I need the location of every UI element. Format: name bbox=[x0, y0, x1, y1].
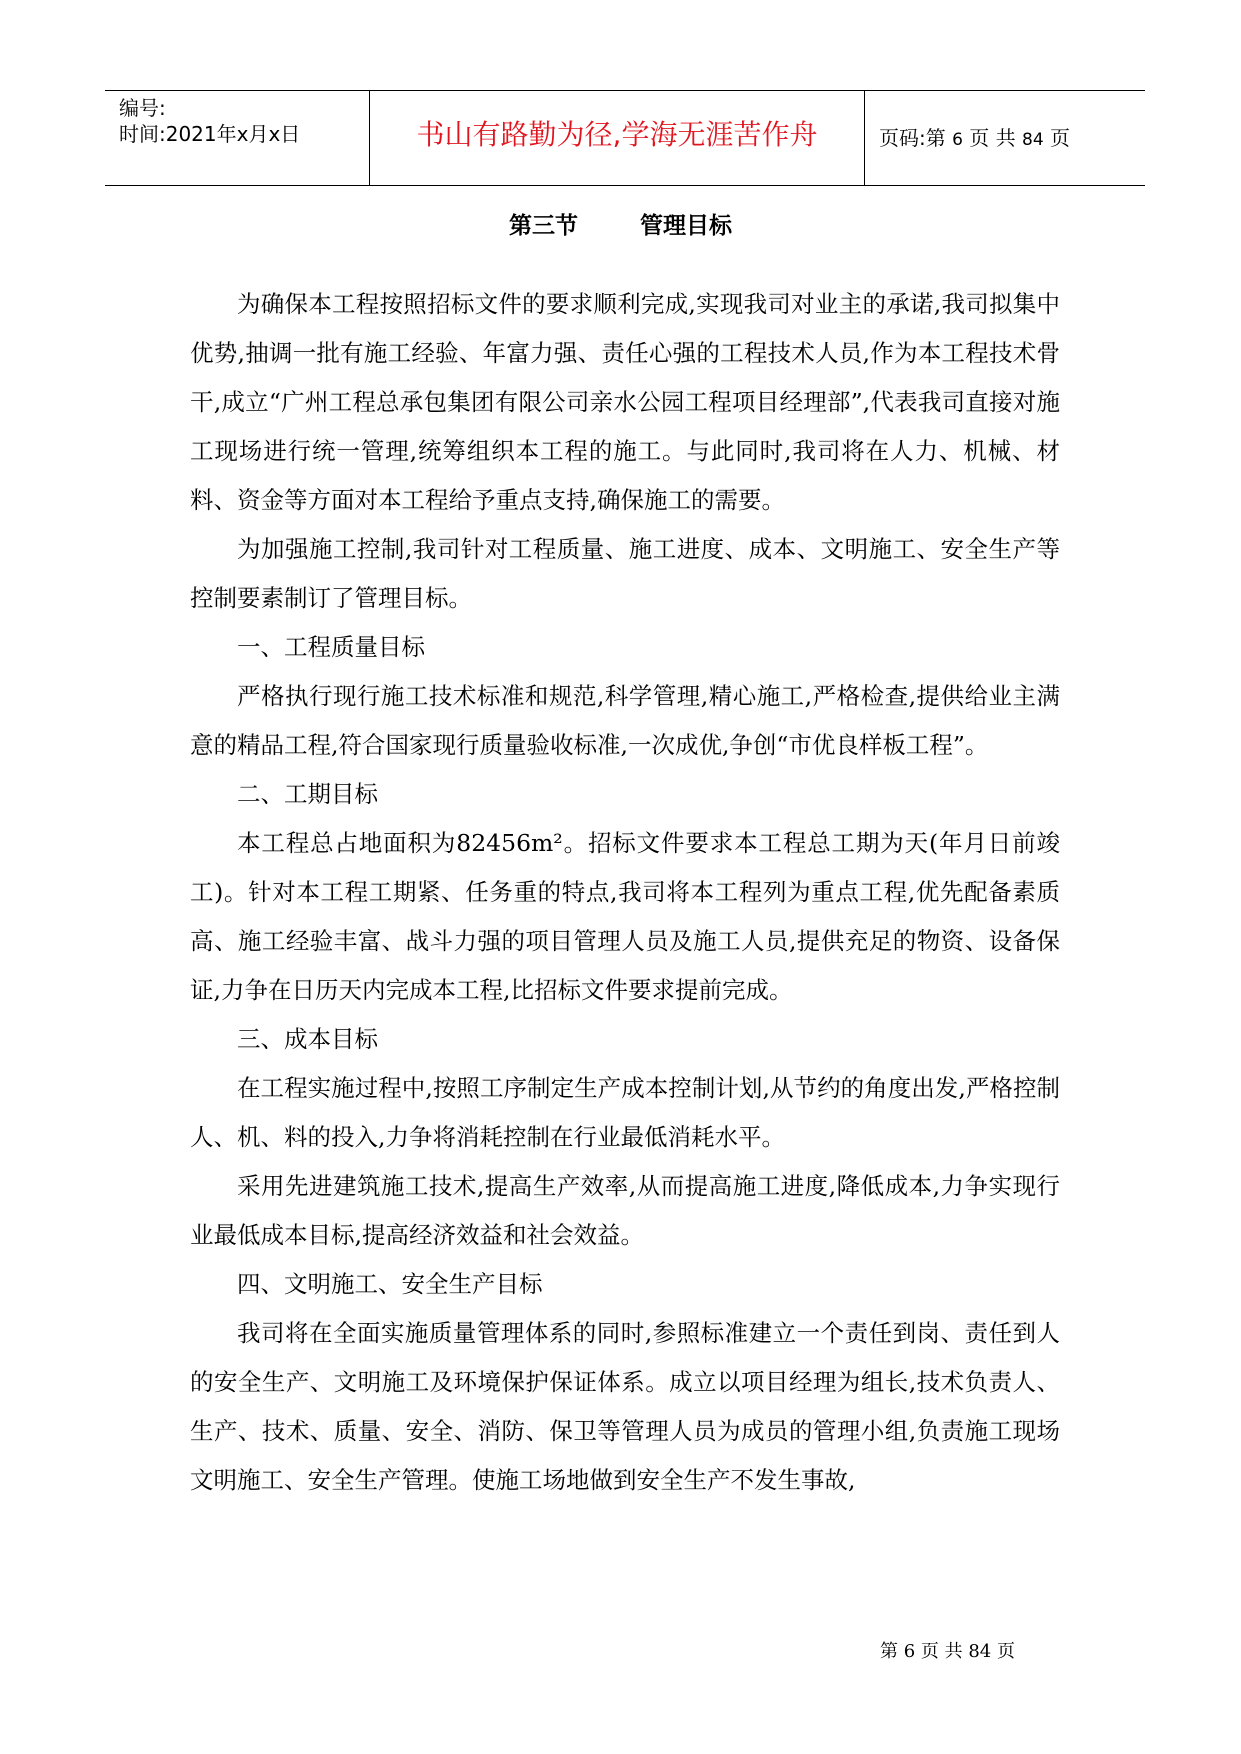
header-page-cell bbox=[865, 91, 1145, 185]
subsection-heading: 二、工期目标 bbox=[237, 780, 378, 808]
header-motto-cell bbox=[370, 91, 865, 185]
page-current: 6 bbox=[952, 130, 963, 150]
document-number-label: 编号: bbox=[119, 96, 166, 120]
header-meta bbox=[105, 91, 370, 185]
page-suffix: 页 bbox=[1050, 126, 1071, 150]
document-body bbox=[190, 280, 1060, 1505]
paragraph: 在工程实施过程中,按照工序制定生产成本控制计划,从节约的角度出发,严格控制人、机、料的投入,力争将消耗控制在行业最低消耗水平。 bbox=[190, 1074, 1060, 1151]
page-total: 84 bbox=[1022, 130, 1044, 150]
paragraph: 为确保本工程按照招标文件的要求顺利完成,实现我司对业主的承诺,我司拟集中优势,抽调一批有施工经验、年富力强、责任心强的工程技术人员,作为本工程技术骨干,成立“广州工程总承包集团有限公司亲水公园工程项目经理部”,代表我司直接对施工现场进行统一管理,统筹组织本工程的施工。与此同时,我司将在人力、机械、材料、资金等方面对本工程给予重点支持,确保施工的需要。 bbox=[190, 290, 1060, 514]
section-name: 管理目标 bbox=[640, 213, 732, 239]
subsection-heading: 一、工程质量目标 bbox=[237, 633, 425, 661]
paragraph: 我司将在全面实施质量管理体系的同时,参照标准建立一个责任到岗、责任到人的安全生产、文明施工及环境保护保证体系。成立以项目经理为组长,技术负责人、生产、技术、质量、安全、消防、保卫等管理人员为成员的管理小组,负责施工现场文明施工、安全生产管理。使施工场地做到安全生产不发生事故, bbox=[190, 1319, 1060, 1494]
header-motto: 书山有路勤为径,学海无涯苦作舟 bbox=[416, 118, 818, 151]
page-prefix: 页码:第 bbox=[879, 126, 946, 150]
paragraph: 采用先进建筑施工技术,提高生产效率,从而提高施工进度,降低成本,力争实现行业最低成本目标,提高经济效益和社会效益。 bbox=[190, 1172, 1060, 1249]
document-time: 时间:2021年x月x日 bbox=[119, 122, 301, 146]
header-page-info bbox=[879, 125, 1070, 153]
subsection-heading: 四、文明施工、安全生产目标 bbox=[237, 1270, 543, 1298]
paragraph: 严格执行现行施工技术标准和规范,科学管理,精心施工,严格检查,提供给业主满意的精品工程,符合国家现行质量验收标准,一次成优,争创“市优良样板工程”。 bbox=[190, 682, 1060, 759]
paragraph: 本工程总占地面积为82456m²。招标文件要求本工程总工期为天(年月日前竣工)。针对本工程工期紧、任务重的特点,我司将本工程列为重点工程,优先配备素质高、施工经验丰富、战斗力强的项目管理人员及施工人员,提供充足的物资、设备保证,力争在日历天内完成本工程,比招标文件要求提前完成。 bbox=[190, 829, 1060, 1004]
page-mid: 页 共 bbox=[969, 126, 1016, 150]
section-number: 第三节 bbox=[509, 213, 578, 239]
page-footer: 第 6 页 共 84 页 bbox=[880, 1641, 1015, 1662]
section-title bbox=[0, 211, 1241, 241]
paragraph: 为加强施工控制,我司针对工程质量、施工进度、成本、文明施工、安全生产等控制要素制订了管理目标。 bbox=[190, 535, 1060, 612]
subsection-heading: 三、成本目标 bbox=[237, 1025, 378, 1053]
page-header bbox=[105, 90, 1145, 186]
